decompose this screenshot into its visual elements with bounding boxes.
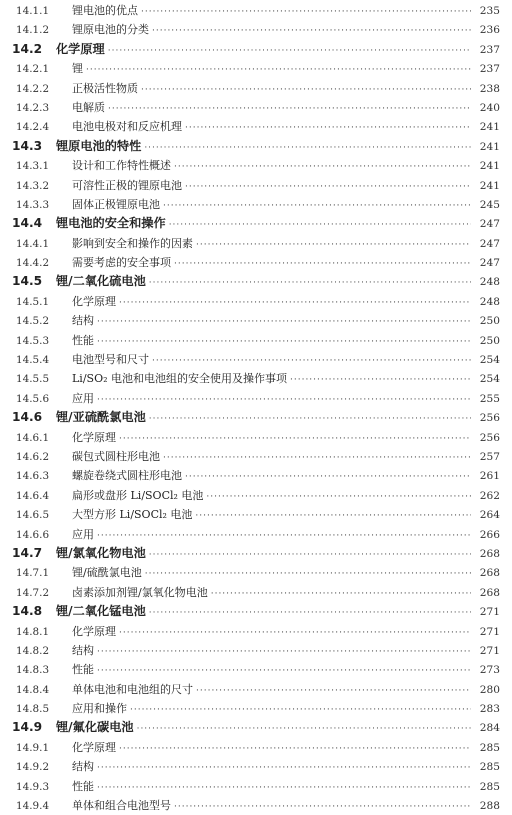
- toc-entry-title: 化学原理: [72, 294, 116, 308]
- toc-entry-title: 化学原理: [72, 740, 116, 754]
- toc-entry-page-number: 257: [479, 450, 500, 463]
- toc-entry-number: 14.6.3: [16, 470, 50, 483]
- toc-entry-page-number: 256: [479, 431, 500, 444]
- dot-leader: [174, 158, 471, 175]
- toc-entry-number: 14.6: [12, 410, 43, 425]
- toc-entry-number: 14.5.4: [16, 354, 50, 367]
- toc-entry-page-number: 268: [479, 567, 500, 580]
- dot-leader: [169, 216, 471, 233]
- dot-leader: [290, 371, 471, 388]
- dot-leader: [97, 779, 471, 796]
- toc-entry-title: 单体和组合电池型号: [72, 799, 171, 813]
- toc-entry-page-number: 271: [479, 644, 500, 657]
- toc-entry-page-number: 250: [479, 334, 500, 347]
- toc-section-entry[interactable]: [12, 408, 500, 427]
- toc-entry-number: 14.4.1: [16, 237, 50, 250]
- toc-entry-number: 14.8.4: [16, 683, 50, 696]
- toc-entry-number: 14.9.4: [16, 800, 50, 813]
- toc-entry-title: 性能: [72, 663, 94, 677]
- toc-subsection-entry[interactable]: [12, 583, 500, 602]
- toc-entry-number: 14.3.3: [16, 198, 50, 211]
- dot-leader: [97, 391, 471, 408]
- toc-subsection-entry[interactable]: [12, 331, 500, 350]
- toc-section-entry[interactable]: [12, 544, 500, 563]
- toc-entry-page-number: 236: [479, 24, 500, 37]
- toc-entry-number: 14.4.2: [16, 257, 50, 270]
- toc-subsection-entry[interactable]: [12, 389, 500, 408]
- toc-entry-number: 14.9.1: [16, 741, 50, 754]
- toc-subsection-entry[interactable]: [12, 253, 500, 272]
- toc-entry-number: 14.6.4: [16, 489, 50, 502]
- toc-section-entry[interactable]: [12, 137, 500, 156]
- dot-leader: [149, 604, 471, 621]
- toc-entry-number: 14.8.2: [16, 644, 50, 657]
- dot-leader: [130, 701, 471, 718]
- toc-entry-title: 电解质: [72, 100, 105, 114]
- toc-section-entry[interactable]: [12, 718, 500, 737]
- toc-entry-number: 14.7: [12, 545, 43, 560]
- toc-subsection-entry[interactable]: [12, 98, 500, 117]
- toc-entry-page-number: 285: [479, 780, 500, 793]
- toc-entry-title: 性能: [72, 333, 94, 347]
- toc-entry-number: 14.2.4: [16, 121, 50, 134]
- dot-leader: [141, 81, 471, 98]
- toc-entry-title: 螺旋卷绕式圆柱形电池: [72, 469, 182, 483]
- toc-entry-number: 14.9: [12, 720, 43, 735]
- dot-leader: [108, 42, 471, 59]
- toc-subsection-entry[interactable]: [12, 428, 500, 447]
- dot-leader: [119, 624, 471, 641]
- toc-subsection-entry[interactable]: [12, 757, 500, 776]
- toc-entry-page-number: 268: [479, 547, 500, 560]
- toc-entry-title: 可溶性正极的锂原电池: [72, 178, 182, 192]
- toc-entry-title: 锂/二氧化锰电池: [56, 604, 146, 619]
- toc-entry-page-number: 248: [479, 295, 500, 308]
- toc-entry-page-number: 254: [479, 373, 500, 386]
- toc-entry-number: 14.7.1: [16, 567, 50, 580]
- toc-entry-page-number: 241: [479, 179, 500, 192]
- toc-entry-page-number: 237: [479, 43, 500, 56]
- dot-leader: [196, 236, 471, 253]
- toc-entry-page-number: 241: [479, 160, 500, 173]
- dot-leader: [195, 507, 471, 524]
- toc-entry-page-number: 247: [479, 218, 500, 231]
- toc-subsection-entry[interactable]: [12, 156, 500, 175]
- dot-leader: [152, 352, 471, 369]
- toc-entry-page-number: 256: [479, 412, 500, 425]
- dot-leader: [119, 430, 471, 447]
- toc-entry-page-number: 283: [479, 703, 500, 716]
- toc-entry-page-number: 250: [479, 315, 500, 328]
- toc-entry-title: 化学原理: [56, 41, 105, 56]
- dot-leader: [174, 798, 471, 815]
- dot-leader: [144, 139, 471, 156]
- toc-entry-title: 性能: [72, 779, 94, 793]
- toc-subsection-entry[interactable]: [12, 563, 500, 582]
- toc-subsection-entry[interactable]: [12, 79, 500, 98]
- toc-entry-title: 正极活性物质: [72, 81, 138, 95]
- toc-entry-title: 需要考虑的安全事项: [72, 256, 171, 270]
- toc-entry-number: 14.5: [12, 274, 43, 289]
- dot-leader: [119, 740, 471, 757]
- toc-entry-number: 14.9.3: [16, 780, 50, 793]
- dot-leader: [185, 119, 471, 136]
- toc-entry-title: 结构: [72, 760, 94, 774]
- toc-entry-title: 结构: [72, 643, 94, 657]
- toc-entry-title: 固体正极锂原电池: [72, 197, 160, 211]
- toc-subsection-entry[interactable]: [12, 680, 500, 699]
- toc-entry-number: 14.8: [12, 604, 43, 619]
- toc-entry-page-number: 271: [479, 625, 500, 638]
- toc-entry-title: 锂: [72, 62, 83, 76]
- toc-subsection-entry[interactable]: [12, 505, 500, 524]
- toc-entry-number: 14.4: [12, 216, 43, 231]
- toc-subsection-entry[interactable]: [12, 699, 500, 718]
- dot-leader: [206, 488, 471, 505]
- toc-subsection-entry[interactable]: [12, 59, 500, 78]
- toc-entry-number: 14.8.1: [16, 625, 50, 638]
- dot-leader: [185, 178, 471, 195]
- toc-entry-title: 锂/氟化碳电池: [56, 720, 134, 735]
- toc-entry-title: 电池型号和尺寸: [72, 353, 149, 367]
- dot-leader: [174, 255, 471, 272]
- toc-entry-title: 锂/二氧化硫电池: [56, 274, 146, 289]
- toc-entry-title: 锂/氯氧化物电池: [56, 545, 146, 560]
- toc-subsection-entry[interactable]: [12, 195, 500, 214]
- toc-entry-page-number: 284: [479, 722, 500, 735]
- toc-entry-page-number: 273: [479, 664, 500, 677]
- toc-entry-page-number: 254: [479, 354, 500, 367]
- toc-entry-number: 14.2.1: [16, 63, 50, 76]
- toc-entry-title: Li/SO₂ 电池和电池组的安全使用及操作事项: [72, 372, 287, 386]
- toc-entry-number: 14.5.1: [16, 295, 50, 308]
- toc-entry-number: 14.6.1: [16, 431, 50, 444]
- dot-leader: [211, 585, 471, 602]
- toc-entry-title: 大型方形 Li/SOCl₂ 电池: [72, 508, 193, 522]
- toc-entry-number: 14.5.2: [16, 315, 50, 328]
- dot-leader: [108, 100, 471, 117]
- dot-leader: [152, 22, 471, 39]
- toc-entry-number: 14.9.2: [16, 761, 50, 774]
- toc-entry-number: 14.5.6: [16, 392, 50, 405]
- dot-leader: [149, 274, 471, 291]
- toc-entry-page-number: 255: [479, 392, 500, 405]
- toc-entry-page-number: 288: [479, 800, 500, 813]
- toc-entry-page-number: 241: [479, 121, 500, 134]
- toc-entry-page-number: 247: [479, 257, 500, 270]
- dot-leader: [196, 682, 471, 699]
- toc-entry-page-number: 241: [479, 140, 500, 153]
- toc-entry-title: 卤素添加剂锂/氯氧化物电池: [72, 585, 208, 599]
- dot-leader: [119, 294, 471, 311]
- toc-section-entry[interactable]: [12, 602, 500, 621]
- dot-leader: [145, 565, 471, 582]
- dot-leader: [149, 546, 471, 563]
- toc-entry-page-number: 262: [479, 489, 500, 502]
- dot-leader: [163, 197, 471, 214]
- toc-entry-title: 化学原理: [72, 430, 116, 444]
- toc-entry-page-number: 280: [479, 683, 500, 696]
- toc-section-entry[interactable]: [12, 214, 500, 233]
- toc-entry-title: 应用: [72, 391, 94, 405]
- toc-subsection-entry[interactable]: [12, 447, 500, 466]
- toc-entry-number: 14.7.2: [16, 586, 50, 599]
- toc-entry-page-number: 285: [479, 761, 500, 774]
- toc-subsection-entry[interactable]: [12, 176, 500, 195]
- toc-subsection-entry[interactable]: [12, 234, 500, 253]
- toc-entry-number: 14.1.2: [16, 24, 50, 37]
- toc-entry-title: 锂/亚硫酰氯电池: [56, 410, 146, 425]
- toc-entry-title: 影响到安全和操作的因素: [72, 236, 193, 250]
- toc-entry-title: 碳包式圆柱形电池: [72, 449, 160, 463]
- toc-entry-number: 14.5.5: [16, 373, 50, 386]
- toc-entry-number: 14.2.3: [16, 101, 50, 114]
- dot-leader: [97, 313, 471, 330]
- toc-entry-page-number: 261: [479, 470, 500, 483]
- dot-leader: [97, 643, 471, 660]
- dot-leader: [163, 449, 471, 466]
- toc-entry-page-number: 235: [479, 5, 500, 17]
- toc-entry-number: 14.8.3: [16, 664, 50, 677]
- dot-leader: [97, 527, 471, 544]
- toc-entry-title: 应用和操作: [72, 702, 127, 716]
- toc-subsection-entry[interactable]: [12, 777, 500, 796]
- toc-subsection-entry[interactable]: [12, 486, 500, 505]
- toc-subsection-entry[interactable]: [12, 525, 500, 544]
- dot-leader: [97, 759, 471, 776]
- toc-entry-number: 14.5.3: [16, 334, 50, 347]
- toc-subsection-entry[interactable]: [12, 1, 500, 20]
- toc-entry-number: 14.6.2: [16, 450, 50, 463]
- toc-entry-title: 锂原电池的特性: [56, 138, 142, 153]
- dot-leader: [149, 410, 471, 427]
- toc-entry-title: 设计和工作特性概述: [72, 159, 171, 173]
- toc-entry-title: 扁形或盘形 Li/SOCl₂ 电池: [72, 488, 204, 502]
- toc-subsection-entry[interactable]: [12, 311, 500, 330]
- toc-entry-page-number: 238: [479, 82, 500, 95]
- toc-entry-title: 锂原电池的分类: [72, 23, 149, 37]
- toc-entry-page-number: 248: [479, 276, 500, 289]
- toc-subsection-entry[interactable]: [12, 622, 500, 641]
- toc-entry-title: 结构: [72, 314, 94, 328]
- toc-subsection-entry[interactable]: [12, 796, 500, 815]
- toc-entry-number: 14.1.1: [16, 5, 50, 17]
- toc-subsection-entry[interactable]: [12, 350, 500, 369]
- toc-entry-title: 应用: [72, 527, 94, 541]
- toc-subsection-entry[interactable]: [12, 466, 500, 485]
- toc-entry-page-number: 285: [479, 741, 500, 754]
- toc-entry-number: 14.3: [12, 138, 43, 153]
- toc-entry-number: 14.3.1: [16, 160, 50, 173]
- toc-entry-title: 锂电池的优点: [72, 4, 138, 17]
- toc-subsection-entry[interactable]: [12, 660, 500, 679]
- dot-leader: [86, 61, 471, 78]
- toc-entry-page-number: 268: [479, 586, 500, 599]
- toc-subsection-entry[interactable]: [12, 117, 500, 136]
- toc-entry-title: 锂电池的安全和操作: [56, 216, 166, 231]
- toc-entry-title: 电池电极对和反应机理: [72, 120, 182, 134]
- toc-section-entry[interactable]: [12, 272, 500, 291]
- toc-entry-number: 14.2.2: [16, 82, 50, 95]
- toc-entry-page-number: 237: [479, 63, 500, 76]
- toc-entry-page-number: 245: [479, 198, 500, 211]
- dot-leader: [141, 3, 471, 20]
- toc-entry-number: 14.6.5: [16, 509, 50, 522]
- toc-section-entry[interactable]: [12, 40, 500, 59]
- dot-leader: [97, 333, 471, 350]
- toc-entry-number: 14.2: [12, 41, 43, 56]
- toc-subsection-entry[interactable]: [12, 369, 500, 388]
- toc-subsection-entry[interactable]: [12, 292, 500, 311]
- toc-subsection-entry[interactable]: [12, 20, 500, 39]
- toc-subsection-entry[interactable]: [12, 738, 500, 757]
- dot-leader: [185, 468, 471, 485]
- toc-entry-title: 锂/硫酰氯电池: [72, 566, 142, 580]
- toc-entry-number: 14.3.2: [16, 179, 50, 192]
- toc-entry-title: 化学原理: [72, 624, 116, 638]
- toc-entry-page-number: 266: [479, 528, 500, 541]
- toc-entry-page-number: 264: [479, 509, 500, 522]
- toc-entry-title: 单体电池和电池组的尺寸: [72, 682, 193, 696]
- toc-entry-page-number: 271: [479, 606, 500, 619]
- toc-entry-number: 14.8.5: [16, 703, 50, 716]
- toc-entry-number: 14.6.6: [16, 528, 50, 541]
- toc-entry-page-number: 240: [479, 101, 500, 114]
- toc-entry-page-number: 247: [479, 237, 500, 250]
- dot-leader: [97, 662, 471, 679]
- toc-subsection-entry[interactable]: [12, 641, 500, 660]
- dot-leader: [137, 720, 471, 737]
